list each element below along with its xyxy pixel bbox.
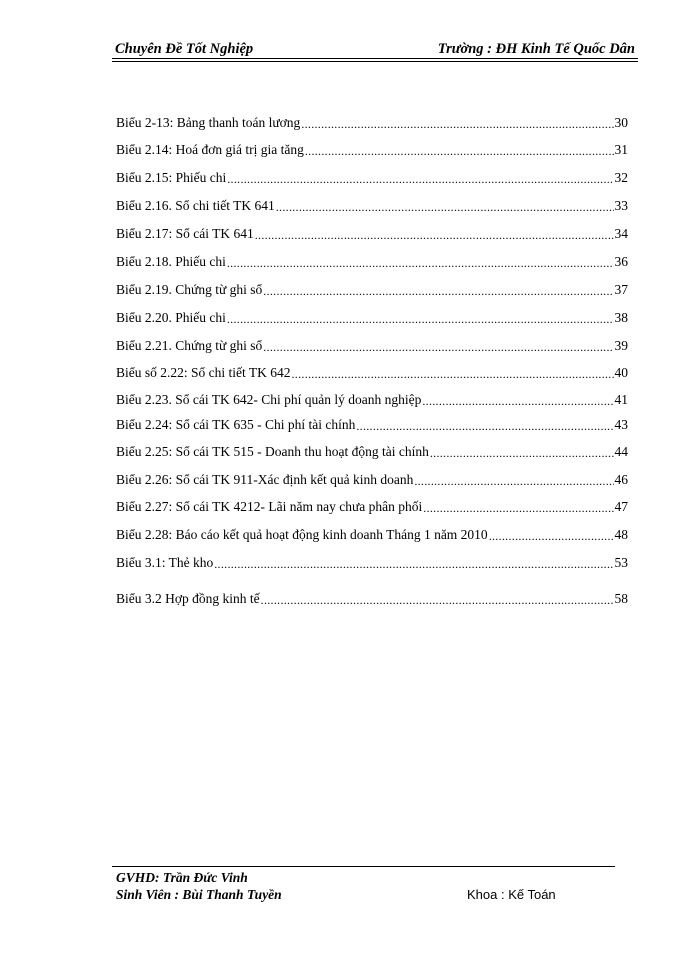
toc-entry-page: 46 [614,472,628,487]
toc-entry-page: 32 [614,170,628,185]
toc-row [116,416,628,434]
header-rule-thin [112,61,638,62]
toc-entry-page: 53 [614,555,628,570]
toc-leader-dots [263,283,613,299]
toc-row [116,391,628,409]
toc-row [116,498,628,516]
toc-entry-page: 34 [614,226,628,241]
toc-entry-label: Biểu 2.26: Sổ cái TK 911-Xác định kết quả kinh doanh [116,472,414,487]
toc-row [116,114,628,132]
toc-entry-page: 44 [614,444,628,459]
toc-leader-dots [305,143,614,159]
footer-department: Khoa : Kế Toán [467,887,556,902]
toc-row [116,471,628,489]
toc-row [116,169,628,187]
toc-entry-page: 33 [614,198,628,213]
toc-entry-page: 40 [614,365,628,380]
header-university: Trường : ĐH Kinh Tế Quốc Dân [437,41,635,57]
toc-leader-dots [356,418,613,434]
toc-row [116,364,628,382]
toc-entry-label: Biểu 2.28: Báo cáo kết quả hoạt động kinh doanh Tháng 1 năm 2010 [116,527,488,542]
toc-entry-label: Biểu 2.21. Chứng từ ghi sổ [116,338,263,353]
toc-entry-label: Biểu 2.25: Sổ cái TK 515 - Doanh thu hoạt động tài chính [116,444,429,459]
toc-leader-dots [276,199,614,215]
toc-entry-page: 39 [614,338,628,353]
toc-row [116,225,628,243]
toc-entry-label: Biểu 2.18. Phiếu chi [116,254,226,269]
toc-leader-dots [301,116,613,132]
toc-leader-dots [430,445,614,461]
toc-row [116,253,628,271]
toc-entry-page: 30 [614,115,628,130]
toc-entry-label: Biểu 2.19. Chứng từ ghi sổ [116,282,263,297]
toc-row [116,554,628,572]
toc-entry-page: 31 [614,142,628,157]
toc-leader-dots [422,393,613,409]
toc-row [116,197,628,215]
toc-leader-dots [292,366,614,382]
toc-entry-label: Biểu 2.27: Sổ cái TK 4212- Lãi năm nay chưa phân phối [116,499,423,514]
toc-leader-dots [255,227,614,243]
toc-entry-label: Biểu 2.23. Sổ cái TK 642- Chi phí quản lý doanh nghiệp [116,392,422,407]
toc-row [116,526,628,544]
toc-leader-dots [261,592,614,608]
page-header [115,38,635,58]
header-course-title: Chuyên Đề Tốt Nghiệp [115,41,254,57]
toc-row [116,443,628,461]
toc-entry-label: Biểu 2.14: Hoá đơn giá trị gia tăng [116,142,304,157]
toc-row [116,141,628,159]
toc-row [116,309,628,327]
toc-leader-dots [414,473,613,489]
toc-entry-label: Biểu 2.17: Sổ cái TK 641 [116,226,254,241]
toc-row [116,590,628,608]
toc-entry-page: 43 [614,417,628,432]
footer-rule [112,866,615,867]
toc-leader-dots [227,171,613,187]
toc-entry-label: Biểu 3.2 Hợp đồng kinh tế [116,591,260,606]
toc-entry-label: Biểu 3.1: Thẻ kho [116,555,214,570]
toc-leader-dots [227,311,614,327]
toc-entry-page: 38 [614,310,628,325]
toc-entry-label: Biểu 2-13: Bảng thanh toán lương [116,115,301,130]
footer-supervisor: GVHD: Trần Đức Vinh [116,870,248,885]
toc-leader-dots [489,528,614,544]
toc-entry-label: Biểu 2.20. Phiếu chi [116,310,226,325]
toc-entry-page: 37 [614,282,628,297]
toc-entry-page: 48 [614,527,628,542]
toc-row [116,281,628,299]
toc-leader-dots [423,500,613,516]
toc-row [116,337,628,355]
toc-entry-label: Biểu 2.16. Sổ chi tiết TK 641 [116,198,275,213]
toc-entry-page: 47 [614,499,628,514]
toc-entry-label: Biểu 2.15: Phiếu chi [116,170,227,185]
toc-leader-dots [214,556,613,572]
toc-entry-page: 36 [614,254,628,269]
toc-entry-page: 41 [614,392,628,407]
toc-leader-dots [263,339,613,355]
toc-leader-dots [227,255,614,271]
header-rule [112,58,638,59]
toc-entry-label: Biểu số 2.22: Sổ chi tiết TK 642 [116,365,291,380]
toc-entry-label: Biểu 2.24: Sổ cái TK 635 - Chi phí tài chính [116,417,356,432]
footer-student: Sinh Viên : Bùi Thanh Tuyền [116,887,282,902]
toc-entry-page: 58 [614,591,628,606]
